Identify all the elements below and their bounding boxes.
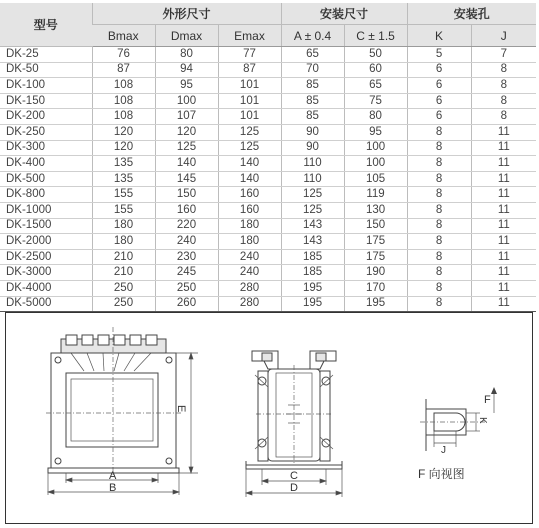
table-row xyxy=(0,109,536,125)
value-cell: 260 xyxy=(155,296,218,312)
header-j: J xyxy=(471,25,536,47)
header-model: 型号 xyxy=(0,3,92,47)
value-cell: 6 xyxy=(407,78,471,94)
model-cell: DK-150 xyxy=(0,93,92,109)
front-view xyxy=(46,327,198,495)
value-cell: 143 xyxy=(281,218,344,234)
core-plate xyxy=(51,353,176,468)
value-cell: 6 xyxy=(407,93,471,109)
model-cell: DK-2000 xyxy=(0,234,92,250)
value-cell: 8 xyxy=(407,218,471,234)
value-cell: 100 xyxy=(344,156,407,172)
value-cell: 11 xyxy=(471,202,536,218)
value-cell: 65 xyxy=(344,78,407,94)
value-cell: 85 xyxy=(281,93,344,109)
model-cell: DK-100 xyxy=(0,78,92,94)
table-row xyxy=(0,280,536,296)
model-cell: DK-50 xyxy=(0,62,92,78)
value-cell: 87 xyxy=(218,62,281,78)
value-cell: 50 xyxy=(344,47,407,63)
model-cell: DK-500 xyxy=(0,171,92,187)
header-mount-holes: 安装孔 xyxy=(407,3,536,25)
value-cell: 143 xyxy=(281,234,344,250)
value-cell: 195 xyxy=(281,280,344,296)
value-cell: 105 xyxy=(344,171,407,187)
f-arrow-label: F xyxy=(484,394,491,406)
value-cell: 155 xyxy=(92,187,155,203)
model-cell: DK-200 xyxy=(0,109,92,125)
value-cell: 11 xyxy=(471,218,536,234)
value-cell: 160 xyxy=(155,202,218,218)
value-cell: 130 xyxy=(344,202,407,218)
value-cell: 8 xyxy=(407,249,471,265)
value-cell: 75 xyxy=(344,93,407,109)
value-cell: 6 xyxy=(407,62,471,78)
value-cell: 11 xyxy=(471,249,536,265)
model-cell: DK-3000 xyxy=(0,265,92,281)
value-cell: 125 xyxy=(155,140,218,156)
value-cell: 125 xyxy=(281,187,344,203)
value-cell: 160 xyxy=(218,202,281,218)
value-cell: 90 xyxy=(281,124,344,140)
table-row xyxy=(0,171,536,187)
value-cell: 125 xyxy=(218,140,281,156)
value-cell: 108 xyxy=(92,78,155,94)
spec-table xyxy=(0,3,536,312)
model-cell: DK-300 xyxy=(0,140,92,156)
value-cell: 280 xyxy=(218,296,281,312)
model-cell: DK-800 xyxy=(0,187,92,203)
value-cell: 80 xyxy=(344,109,407,125)
dim-label-b: B xyxy=(109,482,117,494)
value-cell: 8 xyxy=(471,93,536,109)
table-row xyxy=(0,78,536,94)
value-cell: 108 xyxy=(92,93,155,109)
value-cell: 8 xyxy=(407,296,471,312)
value-cell: 245 xyxy=(155,265,218,281)
value-cell: 11 xyxy=(471,171,536,187)
value-cell: 80 xyxy=(155,47,218,63)
value-cell: 7 xyxy=(471,47,536,63)
value-cell: 8 xyxy=(407,140,471,156)
model-cell: DK-25 xyxy=(0,47,92,63)
header-bmax: Bmax xyxy=(92,25,155,47)
header-dmax: Dmax xyxy=(155,25,218,47)
value-cell: 140 xyxy=(218,171,281,187)
spec-table-body xyxy=(0,47,536,312)
value-cell: 107 xyxy=(155,109,218,125)
table-row xyxy=(0,202,536,218)
value-cell: 180 xyxy=(92,218,155,234)
dim-label-e: E xyxy=(175,405,187,413)
f-direction-view xyxy=(418,387,497,481)
value-cell: 180 xyxy=(218,234,281,250)
value-cell: 8 xyxy=(407,187,471,203)
table-row xyxy=(0,265,536,281)
value-cell: 11 xyxy=(471,234,536,250)
value-cell: 8 xyxy=(471,109,536,125)
value-cell: 11 xyxy=(471,140,536,156)
value-cell: 210 xyxy=(92,249,155,265)
value-cell: 101 xyxy=(218,78,281,94)
value-cell: 145 xyxy=(155,171,218,187)
value-cell: 240 xyxy=(218,265,281,281)
value-cell: 185 xyxy=(281,265,344,281)
value-cell: 170 xyxy=(344,280,407,296)
value-cell: 95 xyxy=(344,124,407,140)
dim-label-k: K xyxy=(477,417,488,424)
value-cell: 94 xyxy=(155,62,218,78)
value-cell: 280 xyxy=(218,280,281,296)
dim-label-j: J xyxy=(441,445,446,456)
value-cell: 11 xyxy=(471,156,536,172)
value-cell: 135 xyxy=(92,156,155,172)
value-cell: 120 xyxy=(92,124,155,140)
value-cell: 76 xyxy=(92,47,155,63)
value-cell: 87 xyxy=(92,62,155,78)
value-cell: 8 xyxy=(471,62,536,78)
value-cell: 8 xyxy=(407,156,471,172)
value-cell: 125 xyxy=(281,202,344,218)
value-cell: 150 xyxy=(155,187,218,203)
value-cell: 135 xyxy=(92,171,155,187)
value-cell: 180 xyxy=(218,218,281,234)
value-cell: 190 xyxy=(344,265,407,281)
value-cell: 110 xyxy=(281,156,344,172)
header-install-size: 安装尺寸 xyxy=(281,3,407,25)
value-cell: 140 xyxy=(218,156,281,172)
dim-label-a: A xyxy=(109,470,117,482)
value-cell: 120 xyxy=(155,124,218,140)
model-cell: DK-5000 xyxy=(0,296,92,312)
model-cell: DK-4000 xyxy=(0,280,92,296)
table-row xyxy=(0,156,536,172)
header-k: K xyxy=(407,25,471,47)
value-cell: 155 xyxy=(92,202,155,218)
value-cell: 77 xyxy=(218,47,281,63)
value-cell: 100 xyxy=(155,93,218,109)
table-row xyxy=(0,140,536,156)
value-cell: 140 xyxy=(155,156,218,172)
value-cell: 100 xyxy=(344,140,407,156)
value-cell: 8 xyxy=(407,280,471,296)
table-row xyxy=(0,62,536,78)
value-cell: 8 xyxy=(407,171,471,187)
header-emax: Emax xyxy=(218,25,281,47)
value-cell: 250 xyxy=(92,296,155,312)
value-cell: 230 xyxy=(155,249,218,265)
model-cell: DK-400 xyxy=(0,156,92,172)
value-cell: 250 xyxy=(92,280,155,296)
table-row xyxy=(0,124,536,140)
value-cell: 240 xyxy=(155,234,218,250)
value-cell: 175 xyxy=(344,234,407,250)
value-cell: 250 xyxy=(155,280,218,296)
header-a: A ± 0.4 xyxy=(281,25,344,47)
value-cell: 160 xyxy=(218,187,281,203)
table-row xyxy=(0,249,536,265)
value-cell: 110 xyxy=(281,171,344,187)
header-outline-size: 外形尺寸 xyxy=(92,3,281,25)
value-cell: 6 xyxy=(407,109,471,125)
value-cell: 125 xyxy=(218,124,281,140)
value-cell: 8 xyxy=(471,78,536,94)
value-cell: 150 xyxy=(344,218,407,234)
value-cell: 195 xyxy=(344,296,407,312)
value-cell: 8 xyxy=(407,202,471,218)
side-view xyxy=(246,351,342,497)
table-row xyxy=(0,296,536,312)
value-cell: 85 xyxy=(281,109,344,125)
value-cell: 240 xyxy=(218,249,281,265)
value-cell: 210 xyxy=(92,265,155,281)
value-cell: 11 xyxy=(471,265,536,281)
value-cell: 11 xyxy=(471,280,536,296)
dim-label-c: C xyxy=(290,470,298,482)
table-row xyxy=(0,234,536,250)
value-cell: 195 xyxy=(281,296,344,312)
table-row xyxy=(0,187,536,203)
value-cell: 85 xyxy=(281,78,344,94)
value-cell: 70 xyxy=(281,62,344,78)
header-c: C ± 1.5 xyxy=(344,25,407,47)
value-cell: 95 xyxy=(155,78,218,94)
value-cell: 90 xyxy=(281,140,344,156)
table-row xyxy=(0,93,536,109)
value-cell: 11 xyxy=(471,187,536,203)
model-cell: DK-250 xyxy=(0,124,92,140)
value-cell: 60 xyxy=(344,62,407,78)
table-row xyxy=(0,218,536,234)
value-cell: 175 xyxy=(344,249,407,265)
value-cell: 101 xyxy=(218,109,281,125)
value-cell: 65 xyxy=(281,47,344,63)
model-cell: DK-2500 xyxy=(0,249,92,265)
value-cell: 11 xyxy=(471,296,536,312)
drawing-svg xyxy=(6,313,534,525)
value-cell: 185 xyxy=(281,249,344,265)
dimension-drawing xyxy=(5,312,533,524)
value-cell: 119 xyxy=(344,187,407,203)
value-cell: 8 xyxy=(407,234,471,250)
value-cell: 180 xyxy=(92,234,155,250)
dim-label-d: D xyxy=(290,482,298,494)
value-cell: 5 xyxy=(407,47,471,63)
value-cell: 8 xyxy=(407,265,471,281)
value-cell: 8 xyxy=(407,124,471,140)
value-cell: 120 xyxy=(92,140,155,156)
value-cell: 101 xyxy=(218,93,281,109)
core-window xyxy=(66,373,158,447)
f-view-caption: F 向视图 xyxy=(418,467,465,481)
model-cell: DK-1000 xyxy=(0,202,92,218)
model-cell: DK-1500 xyxy=(0,218,92,234)
table-row xyxy=(0,47,536,63)
value-cell: 220 xyxy=(155,218,218,234)
value-cell: 108 xyxy=(92,109,155,125)
value-cell: 11 xyxy=(471,124,536,140)
